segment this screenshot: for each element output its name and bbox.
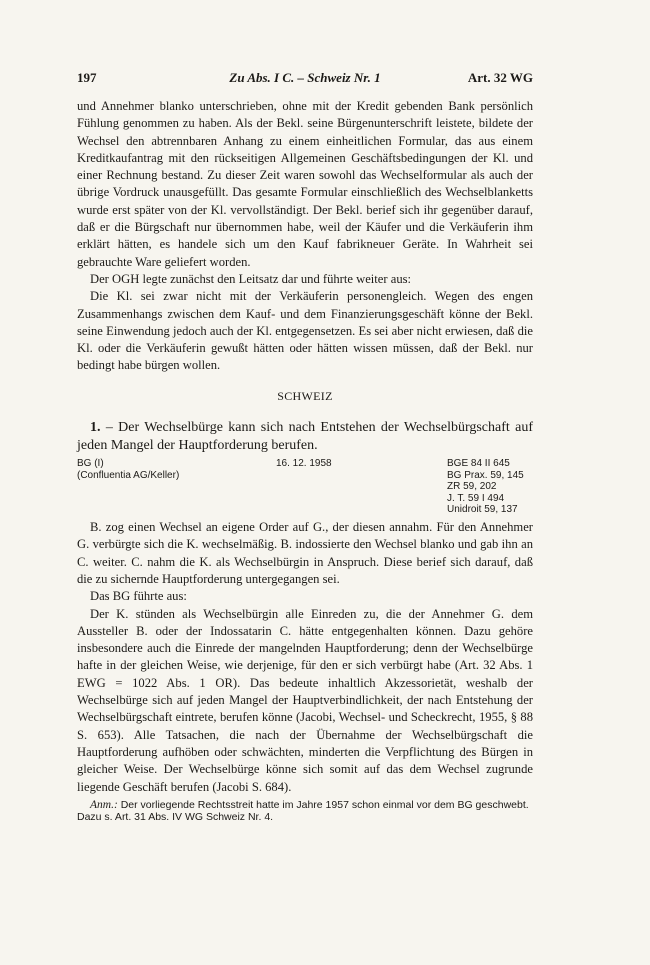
decision-date: 16. 12. 1958 xyxy=(276,458,332,470)
case-headnote xyxy=(77,419,533,455)
annotation-note xyxy=(77,799,533,824)
case-headnote-text: – Der Wechselbürge kann sich nach Entstehen der Wechselbürgschaft auf jeden Mangel der Hauptforderung berufen. xyxy=(77,420,533,454)
page-body xyxy=(77,98,533,824)
running-title: Zu Abs. I C. – Schweiz Nr. 1 xyxy=(229,70,381,85)
reference-list xyxy=(447,458,524,516)
case-parties: (Confluentia AG/Keller) xyxy=(77,469,180,481)
case-number: 1. xyxy=(90,420,101,436)
page-number: 197 xyxy=(77,70,97,85)
note-label: Anm.: xyxy=(90,798,118,811)
reference: Unidroit 59, 137 xyxy=(447,504,518,516)
article-reference: Art. 32 WG xyxy=(467,70,533,85)
paragraph: Der K. stünden als Wechselbürgin alle Einreden zu, die der Annehmer G. dem Aussteller B. oder der Indossatarin C. hätte entgegenhalten können. Dazu gehöre insbesondere auch die Einrede der mangelnden Hauptforderung; denn der Wechselbürge hafte in der gleichen Weise, wie derjenige, für den er sich verbürgt habe (Art. 32 Abs. 1 EWG = 1022 Abs. 1 OR). Das bedeute inhaltlich Akzessorietät, weshalb der Wechselbürge sich auf jeden Mangel der Hauptverbindlichkeit, der nach Entstehung der Wechselbürgschaft eintrete, berufen könne (Jacobi, Wechsel- und Scheckrecht, 1955, § 88 S. 653). Alle Tatsachen, die nach der Übernahme der Wechselbürgschaft die Hauptforderung aufhöben oder schwächten, minderten die Verpflichtung des Bürgen in gleicher Weise. Der Wechselbürge könne sich somit auf das dem Wechsel zugrunde liegende Geschäft berufen (Jacobi S. 684). xyxy=(77,606,533,794)
paragraph: B. zog einen Wechsel an eigene Order auf G., der diesen annahm. Für den Annehmer G. verbürgte sich die K. wechselmäßig. B. indossierte den Wechsel blanko und gab ihn an C. weiter. C. nahm die K. als Wechselbürgin in Anspruch. Diese berief sich darauf, daß die zu sichernde Hauptforderung untergegangen sei. xyxy=(77,520,533,586)
paragraph: Die Kl. sei zwar nicht mit der Verkäuferin personengleich. Wegen des engen Zusammenhangs zwischen dem Kauf- und dem Finanzierungsgeschäft könne der Bekl. seine Einwendung jedoch auch der Kl. entgegensetzen. Es sei aber nicht erwiesen, daß die Kl. oder die Verkäuferin gewußt hätten oder hätten wissen müssen, daß der Bekl. nur bedingt habe bürgen wollen. xyxy=(77,289,533,373)
reference: J. T. 59 I 494 xyxy=(447,492,505,504)
paragraph: Der OGH legte zunächst den Leitsatz dar und führte weiter aus: xyxy=(90,271,412,286)
court-name: BG (I) xyxy=(77,458,104,470)
reference: BGE 84 II 645 xyxy=(447,458,510,470)
paragraph: und Annehmer blanko unterschrieben, ohne mit der Kredit gebenden Bank persönlich Fühlung genommen zu haben. Als der Bekl. seine Bürgenunterschrift leistete, bildete der Wechsel den abtrennbaren Anhang zu einem einheitlichen Formular, das aus einem Kreditkaufantrag mit den rückseitigen Allgemeinen Geschäftsbedingungen der Kl. und einer Rechnung bestand. Zu dieser Zeit waren sowohl das Wechselformular als auch der übrige Vordruck unausgefüllt. Das gesamte Formular einschließlich des Wechselblanketts wurde erst später von der Kl. vervollständigt. Der Bekl. berief sich ihr gegenüber darauf, daß er die Bürgschaft nur übernommen habe, weil der Käufer und die Verkäuferin ihm erklärt hätten, es handele sich um den Kauf fabrikneuer Geräte. In Wahrheit sei gebrauchte Ware geliefert worden. xyxy=(77,99,533,269)
court-block xyxy=(77,458,179,481)
section-title: SCHWEIZ xyxy=(277,388,333,403)
reference: ZR 59, 202 xyxy=(447,481,497,493)
note-text: Der vorliegende Rechtsstreit hatte im Jahre 1957 schon einmal vor dem BG geschwebt. Dazu s. Art. 31 Abs. IV WG Schweiz Nr. 4. xyxy=(77,798,529,824)
paragraph: Das BG führte aus: xyxy=(90,589,187,604)
case-citation xyxy=(77,458,533,516)
reference: BG Prax. 59, 145 xyxy=(447,469,524,481)
page-header xyxy=(77,70,533,86)
